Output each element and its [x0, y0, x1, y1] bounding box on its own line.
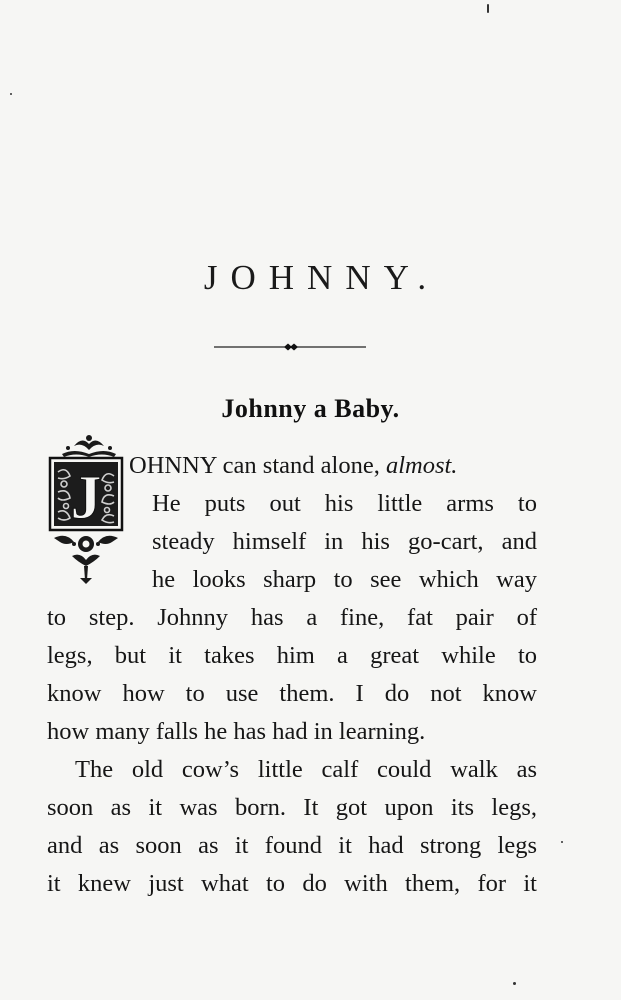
body-text-line: he looks sharp to see which way: [152, 566, 537, 593]
body-text-line: and as soon as it found it had strong legs: [47, 832, 537, 859]
line-text: OHNNY can stand alone,: [129, 452, 386, 479]
ornamental-rule: [214, 340, 366, 354]
body-text-line: it knew just what to do with them, for it: [47, 870, 537, 897]
print-speck: [561, 841, 563, 843]
body-text-line: know how to use them. I do not know: [47, 680, 537, 707]
body-text-line: The old cow’s little calf could walk as: [75, 756, 537, 783]
body-text-line: [129, 452, 537, 480]
ornamental-initial-letter: [44, 432, 134, 588]
print-speck: [10, 93, 12, 95]
body-text-line: soon as it was born. It got upon its legs,: [47, 794, 537, 821]
chapter-title: JOHNNY.: [203, 258, 440, 297]
emphasized-word: almost.: [385, 452, 458, 479]
section-subtitle: Johnny a Baby.: [221, 394, 400, 423]
body-text-line: legs, but it takes him a great while to: [47, 642, 537, 669]
body-text-line: to step. Johnny has a fine, fat pair of: [47, 604, 537, 631]
print-speck: [513, 982, 516, 985]
body-text-line: how many falls he has had in learning.: [47, 718, 426, 745]
print-speck: [487, 4, 489, 13]
body-text-line: He puts out his little arms to: [152, 490, 537, 517]
body-text-line: steady himself in his go-cart, and: [152, 528, 537, 555]
drop-cap-letter: J: [70, 464, 102, 532]
